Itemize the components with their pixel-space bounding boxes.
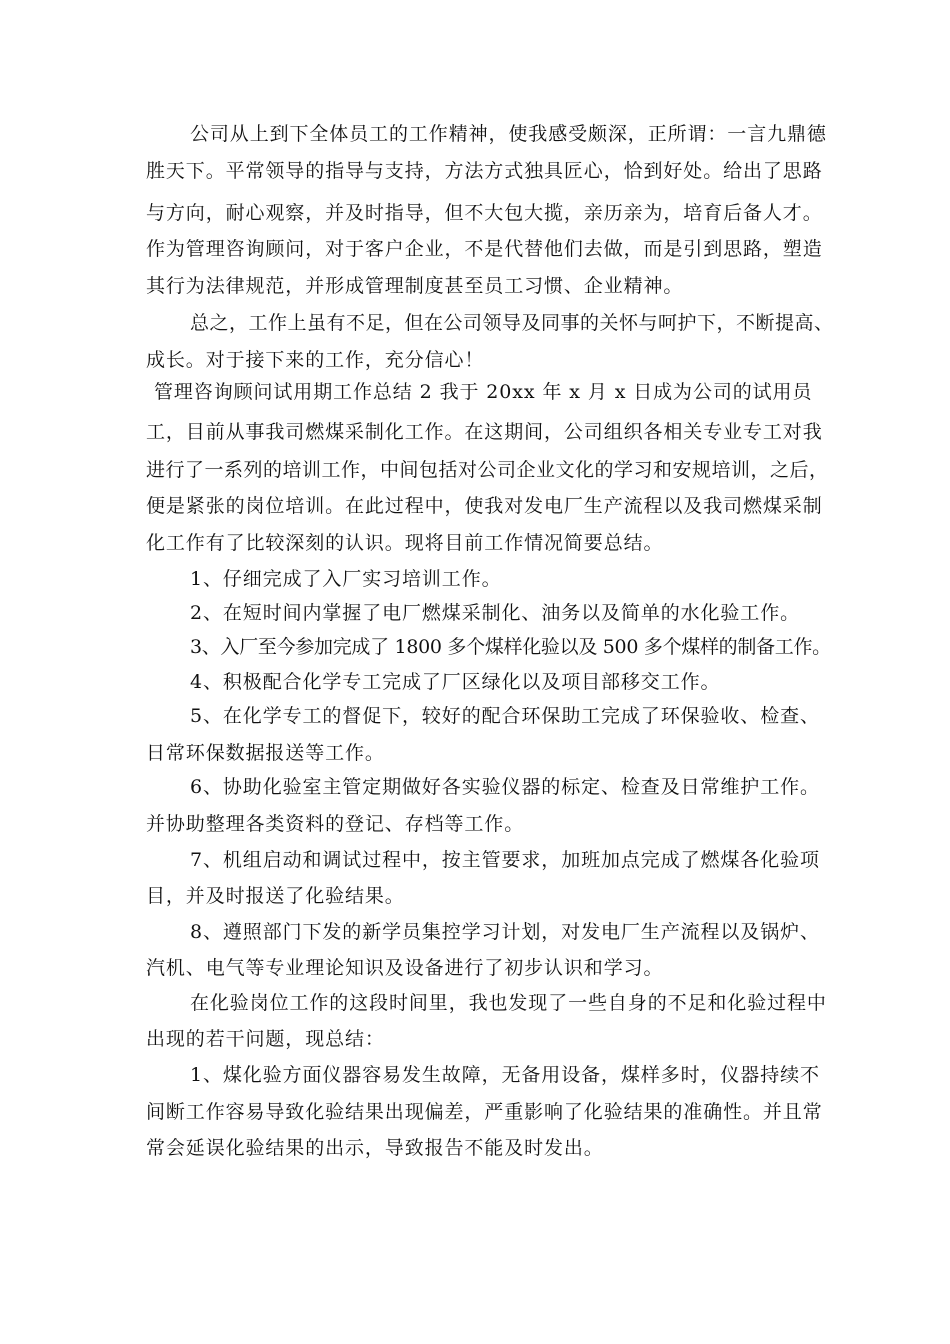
- list-item: 8、遵照部门下发的新学员集控学习计划，对发电厂生产流程以及锅炉、: [190, 921, 820, 943]
- section-title-line: 管理咨询顾问试用期工作总结 2 我于 20xx 年 x 月 x 日成为公司的试用员: [154, 381, 813, 403]
- text-line: 并协助整理各类资料的登记、存档等工作。: [146, 813, 525, 835]
- list-item: 4、积极配合化学专工完成了厂区绿化以及项目部移交工作。: [190, 671, 721, 693]
- text-line: 出现的若干问题，现总结：: [146, 1028, 385, 1050]
- text-line: 作为管理咨询顾问，对于客户企业，不是代替他们去做，而是引到思路，塑造: [146, 238, 823, 260]
- text-line: 进行了一系列的培训工作，中间包括对公司企业文化的学习和安规培训，之后，: [146, 459, 829, 481]
- text-line: 与方向，耐心观察，并及时指导，但不大包大揽，亲历亲为，培育后备人才。: [146, 202, 823, 224]
- list-item: 1、煤化验方面仪器容易发生故障，无备用设备，煤样多时，仪器持续不: [190, 1064, 820, 1086]
- list-item: 7、机组启动和调试过程中，按主管要求，加班加点完成了燃煤各化验项: [190, 849, 820, 871]
- text-line: 其行为法律规范，并形成管理制度甚至员工习惯、企业精神。: [146, 275, 684, 297]
- text-line: 间断工作容易导致化验结果出现偏差，严重影响了化验结果的准确性。并且常: [146, 1101, 823, 1123]
- list-item: 1、仔细完成了入厂实习培训工作。: [190, 568, 502, 590]
- text-line: 便是紧张的岗位培训。在此过程中，使我对发电厂生产流程以及我司燃煤采制: [146, 495, 823, 517]
- text-line: 公司从上到下全体员工的工作精神，使我感受颇深，正所谓：一言九鼎德: [190, 123, 827, 145]
- text-line: 总之，工作上虽有不足，但在公司领导及同事的关怀与呵护下，不断提高、: [190, 312, 834, 334]
- text-line: 在化验岗位工作的这段时间里，我也发现了一些自身的不足和化验过程中: [190, 992, 827, 1014]
- text-line: 成长。对于接下来的工作，充分信心！: [146, 349, 485, 371]
- list-item: 2、在短时间内掌握了电厂燃煤采制化、油务以及简单的水化验工作。: [190, 602, 800, 624]
- text-line: 胜天下。平常领导的指导与支持，方法方式独具匠心，恰到好处。给出了思路: [146, 160, 823, 182]
- list-item: 3、入厂至今参加完成了 1800 多个煤样化验以及 500 多个煤样的制备工作。: [190, 636, 831, 658]
- list-item: 6、协助化验室主管定期做好各实验仪器的标定、检查及日常维护工作。: [190, 776, 820, 798]
- text-line: 化工作有了比较深刻的认识。现将目前工作情况简要总结。: [146, 532, 664, 554]
- list-item: 5、在化学专工的督促下，较好的配合环保助工完成了环保验收、检查、: [190, 705, 820, 727]
- text-line: 工，目前从事我司燃煤采制化工作。在这期间，公司组织各相关专业专工对我: [146, 421, 823, 443]
- text-line: 日常环保数据报送等工作。: [146, 742, 385, 764]
- text-line: 目，并及时报送了化验结果。: [146, 885, 405, 907]
- text-line: 常会延误化验结果的出示，导致报告不能及时发出。: [146, 1137, 604, 1159]
- text-line: 汽机、电气等专业理论知识及设备进行了初步认识和学习。: [146, 957, 664, 979]
